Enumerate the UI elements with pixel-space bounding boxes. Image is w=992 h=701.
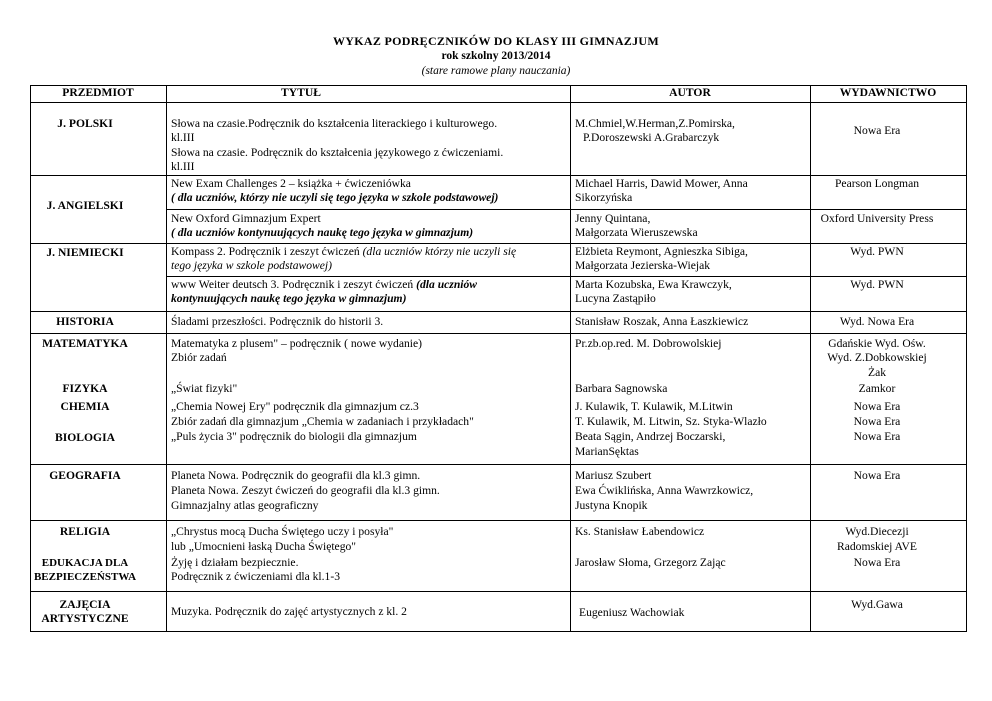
title-angielski1-line2: ( dla uczniów, którzy nie uczyli się tego języka w szkole podstawowej) bbox=[171, 191, 499, 204]
publisher-niemiecki2: Wyd. PWN bbox=[850, 278, 904, 291]
author-geografia-line3: Justyna Knopik bbox=[575, 499, 648, 512]
author-biologia-line1: Beata Sągin, Andrzej Boczarski, bbox=[575, 430, 726, 443]
title-niemiecki1-part-b: (dla uczniów którzy nie uczyli się bbox=[362, 245, 517, 258]
subject-historia: HISTORIA bbox=[56, 315, 114, 328]
author-religia: Ks. Stanisław Łabendowicz bbox=[575, 525, 705, 538]
author-chemia-line1: J. Kulawik, T. Kulawik, M.Litwin bbox=[575, 400, 733, 413]
author-polski-line1: M.Chmiel,W.Herman,Z.Pomirska, bbox=[575, 117, 735, 130]
author-geografia-line1: Mariusz Szubert bbox=[575, 469, 652, 482]
title-angielski1-line1: New Exam Challenges 2 – książka + ćwiczeniówka bbox=[171, 177, 411, 190]
subject-religia: RELIGIA bbox=[59, 525, 111, 538]
column-header-author: AUTOR bbox=[669, 86, 711, 99]
publisher-angielski2: Oxford University Press bbox=[820, 212, 934, 225]
publisher-polski: Nowa Era bbox=[853, 124, 901, 137]
title-niemiecki1-part-a: Kompass 2. Podręcznik i zeszyt ćwiczeń bbox=[171, 245, 363, 258]
column-header-publisher: WYDAWNICTWO bbox=[839, 86, 937, 99]
title-chemia-line1: „Chemia Nowej Ery" podręcznik dla gimnazjum cz.3 bbox=[171, 400, 419, 413]
subject-chemia: CHEMIA bbox=[60, 400, 110, 413]
title-niemiecki1-line1 bbox=[171, 245, 516, 259]
title-zajecia: Muzyka. Podręcznik do zajęć artystycznych z kl. 2 bbox=[171, 605, 407, 618]
subject-fizyka: FIZYKA bbox=[62, 382, 108, 395]
publisher-edukacja: Nowa Era bbox=[853, 556, 901, 569]
title-historia: Śladami przeszłości. Podręcznik do historii 3. bbox=[171, 315, 384, 328]
author-niemiecki2-line2: Lucyna Zastąpiło bbox=[575, 292, 656, 305]
title-polski-line2: kl.III bbox=[171, 131, 195, 144]
title-niemiecki2-line2: kontynuujących naukę tego języka w gimnazjum) bbox=[171, 292, 407, 305]
author-angielski2-line1: Jenny Quintana, bbox=[575, 212, 651, 225]
subject-edukacja-line1: EDUKACJA DLA bbox=[41, 557, 129, 569]
publisher-matematyka-line2: Wyd. Z.Dobkowskiej bbox=[827, 351, 927, 364]
author-niemiecki2-line1: Marta Kozubska, Ewa Krawczyk, bbox=[575, 278, 732, 291]
author-chemia-line2: T. Kulawik, M. Litwin, Sz. Styka-Wlazło bbox=[575, 415, 767, 428]
title-edukacja-line2: Podręcznik z ćwiczeniami dla kl.1-3 bbox=[171, 570, 341, 583]
publisher-religia-line1: Wyd.Diecezji bbox=[845, 525, 909, 538]
title-polski-line1: Słowa na czasie.Podręcznik do kształcenia literackiego i kulturowego. bbox=[171, 117, 498, 130]
school-year: rok szkolny 2013/2014 bbox=[441, 50, 551, 62]
title-niemiecki2-part-b: (dla uczniów bbox=[416, 278, 478, 291]
publisher-chemia-line1: Nowa Era bbox=[853, 400, 901, 413]
author-zajecia: Eugeniusz Wachowiak bbox=[579, 606, 685, 619]
publisher-matematyka-line3: Żak bbox=[867, 366, 887, 379]
publisher-chemia-line2: Nowa Era bbox=[853, 415, 901, 428]
title-geografia-line1: Planeta Nowa. Podręcznik do geografii dla kl.3 gimn. bbox=[171, 469, 421, 482]
author-niemiecki1-line2: Małgorzata Jezierska-Wiejak bbox=[575, 259, 711, 272]
subject-geografia: GEOGRAFIA bbox=[49, 469, 121, 482]
title-biologia: „Puls życia 3" podręcznik do biologii dla gimnazjum bbox=[171, 430, 417, 443]
subject-matematyka: MATEMATYKA bbox=[42, 337, 128, 350]
author-matematyka: Pr.zb.op.red. M. Dobrowolskiej bbox=[575, 337, 722, 350]
author-biologia-line2: MarianSęktas bbox=[575, 445, 639, 458]
title-fizyka: „Świat fizyki" bbox=[171, 382, 238, 395]
subject-edukacja-line2: BEZPIECZEŃSTWA bbox=[33, 571, 137, 583]
title-niemiecki2-line1 bbox=[171, 278, 477, 292]
publisher-biologia: Nowa Era bbox=[853, 430, 901, 443]
publisher-matematyka-line1: Gdańskie Wyd. Ośw. bbox=[828, 337, 926, 350]
publisher-zajecia: Wyd.Gawa bbox=[851, 598, 903, 611]
author-fizyka: Barbara Sagnowska bbox=[575, 382, 668, 395]
title-polski-line3: Słowa na czasie. Podręcznik do kształcenia językowego z ćwiczeniami. bbox=[171, 146, 504, 159]
author-angielski1-line1: Michael Harris, Dawid Mower, Anna bbox=[575, 177, 748, 190]
title-niemiecki2-part-a: www Weiter deutsch 3. Podręcznik i zeszyt ćwiczeń bbox=[171, 278, 417, 291]
subject-biologia: BIOLOGIA bbox=[55, 431, 115, 444]
publisher-religia-line2: Radomskiej AVE bbox=[837, 540, 917, 553]
title-geografia-line3: Gimnazjalny atlas geograficzny bbox=[171, 499, 319, 512]
title-chemia-line2: Zbiór zadań dla gimnazjum „Chemia w zadaniach i przykładach" bbox=[171, 415, 474, 428]
document-title: WYKAZ PODRĘCZNIKÓW DO KLASY III GIMNAZJUM bbox=[333, 34, 659, 48]
title-angielski2-line2: ( dla uczniów kontynuujących naukę tego języka w gimnazjum) bbox=[171, 226, 474, 239]
title-religia-line2: lub „Umocnieni łaską Ducha Świętego" bbox=[171, 540, 357, 553]
subject-niemiecki: J. NIEMIECKI bbox=[46, 246, 124, 259]
title-matematyka-line2: Zbiór zadań bbox=[171, 351, 227, 364]
author-angielski2-line2: Małgorzata Wieruszewska bbox=[575, 226, 698, 239]
publisher-geografia: Nowa Era bbox=[853, 469, 901, 482]
publisher-historia: Wyd. Nowa Era bbox=[839, 315, 915, 328]
title-geografia-line2: Planeta Nowa. Zeszyt ćwiczeń do geografii dla kl.3 gimn. bbox=[171, 484, 440, 497]
author-edukacja: Jarosław Słoma, Grzegorz Zając bbox=[575, 556, 726, 569]
author-angielski1-line2: Sikorzyńska bbox=[575, 191, 633, 204]
publisher-fizyka: Zamkor bbox=[858, 382, 896, 395]
title-edukacja-line1: Żyję i działam bezpiecznie. bbox=[171, 556, 299, 569]
subject-zajecia-line2: ARTYSTYCZNE bbox=[41, 612, 129, 625]
author-historia: Stanisław Roszak, Anna Łaszkiewicz bbox=[575, 315, 749, 328]
subject-zajecia-line1: ZAJĘCIA bbox=[59, 598, 111, 611]
title-niemiecki1-line2: tego języka w szkole podstawowej) bbox=[171, 259, 332, 272]
curriculum-note: (stare ramowe plany nauczania) bbox=[421, 65, 571, 77]
column-header-subject: PRZEDMIOT bbox=[62, 86, 134, 99]
author-niemiecki1-line1: Elżbieta Reymont, Agnieszka Sibiga, bbox=[575, 245, 748, 258]
author-polski-line2: P.Doroszewski A.Grabarczyk bbox=[583, 131, 720, 144]
publisher-angielski1: Pearson Longman bbox=[834, 177, 920, 190]
title-angielski2-line1: New Oxford Gimnazjum Expert bbox=[171, 212, 321, 225]
subject-polski: J. POLSKI bbox=[57, 117, 113, 130]
publisher-niemiecki1: Wyd. PWN bbox=[850, 245, 904, 258]
column-header-title: TYTUŁ bbox=[281, 86, 321, 99]
author-geografia-line2: Ewa Ćwiklińska, Anna Wawrzkowicz, bbox=[575, 484, 754, 497]
title-matematyka-line1: Matematyka z plusem" – podręcznik ( nowe wydanie) bbox=[171, 337, 423, 350]
title-polski-line4: kl.III bbox=[171, 160, 195, 173]
subject-angielski: J. ANGIELSKI bbox=[46, 199, 124, 212]
title-religia-line1: „Chrystus mocą Ducha Świętego uczy i posyła" bbox=[171, 525, 394, 538]
